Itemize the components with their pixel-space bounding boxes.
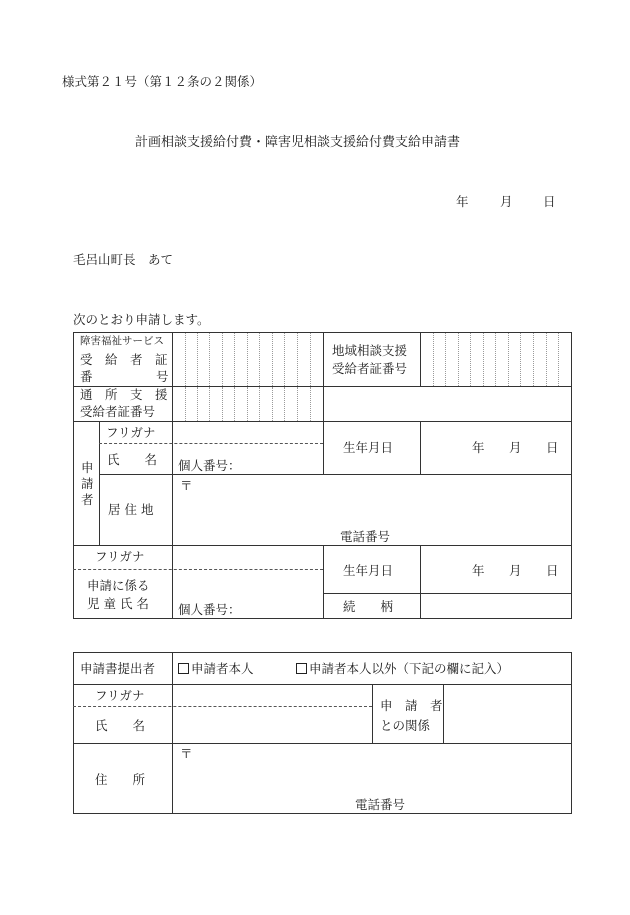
child-birth-label: 生年月日 — [343, 563, 394, 578]
date-month: 月 — [500, 194, 513, 209]
child-relation-label: 続 柄 — [343, 599, 394, 614]
relation-label-2: との関係 — [380, 718, 431, 733]
welfare-cert-label-2: 受 給 者 証 — [80, 352, 168, 367]
option-self-label: 申請者本人 — [191, 661, 254, 676]
day-support-label: 通 所 支 援 — [80, 387, 168, 402]
child-birth-day: 日 — [546, 563, 559, 578]
applicant-birth-month: 月 — [509, 440, 522, 455]
date-year: 年 — [456, 194, 469, 209]
submitter-phone-label: 電話番号 — [355, 797, 406, 812]
applicant-mynumber-label: 個人番号： — [178, 458, 241, 473]
form-title: 計画相談支援給付費・障害児相談支援給付費支給申請書 — [135, 135, 461, 150]
option-self[interactable] — [178, 662, 254, 676]
applicant-group-3: 者 — [81, 492, 94, 507]
child-mynumber-label: 個人番号： — [178, 602, 241, 617]
applicant-phone-label: 電話番号 — [340, 529, 391, 544]
form-number: 様式第２１号（第１２条の２関係） — [62, 74, 263, 89]
checkbox-other[interactable] — [296, 663, 307, 674]
submitter-address-label: 住 所 — [95, 772, 146, 787]
applicant-group-2: 請 — [81, 476, 94, 491]
intro-text: 次のとおり申請します。 — [73, 312, 210, 327]
welfare-cert-label-3a: 番 — [80, 369, 93, 384]
option-other-label: 申請者本人以外（下記の欄に記入） — [309, 661, 510, 676]
applicant-postal-mark: 〒 — [180, 478, 193, 493]
submitter-postal-mark: 〒 — [180, 746, 193, 761]
child-furigana-label: フリガナ — [95, 549, 145, 564]
applicant-group-1: 申 — [81, 460, 94, 475]
community-cert-label: 地域相談支援 — [332, 343, 408, 358]
applicant-furigana-label: フリガナ — [106, 425, 156, 440]
checkbox-self[interactable] — [178, 663, 189, 674]
applicant-birth-day: 日 — [546, 440, 559, 455]
applicant-address-label: 居 住 地 — [108, 502, 154, 517]
child-birth-month: 月 — [509, 563, 522, 578]
day-support-label-2: 受給者証番号 — [80, 404, 156, 419]
submitter-label: 申請書提出者 — [80, 661, 156, 676]
child-name-label: 申請に係る — [87, 578, 150, 593]
addressee: 毛呂山町長 あて — [73, 252, 174, 267]
submitter-name-label: 氏 名 — [95, 718, 146, 733]
applicant-name-label: 氏 名 — [107, 452, 158, 467]
option-other[interactable] — [296, 662, 509, 676]
applicant-birth-year: 年 — [472, 440, 485, 455]
welfare-cert-label: 障害福祉サービス — [80, 335, 164, 347]
relation-label: 申 請 者 — [380, 698, 443, 713]
applicant-birth-label: 生年月日 — [343, 440, 394, 455]
submitter-furigana-label: フリガナ — [95, 688, 145, 703]
community-cert-label-2: 受給者証番号 — [332, 361, 408, 376]
date-day: 日 — [543, 194, 556, 209]
child-birth-year: 年 — [472, 563, 485, 578]
welfare-cert-label-3b: 号 — [156, 369, 169, 384]
child-name-label-2: 児 童 氏 名 — [87, 596, 149, 611]
